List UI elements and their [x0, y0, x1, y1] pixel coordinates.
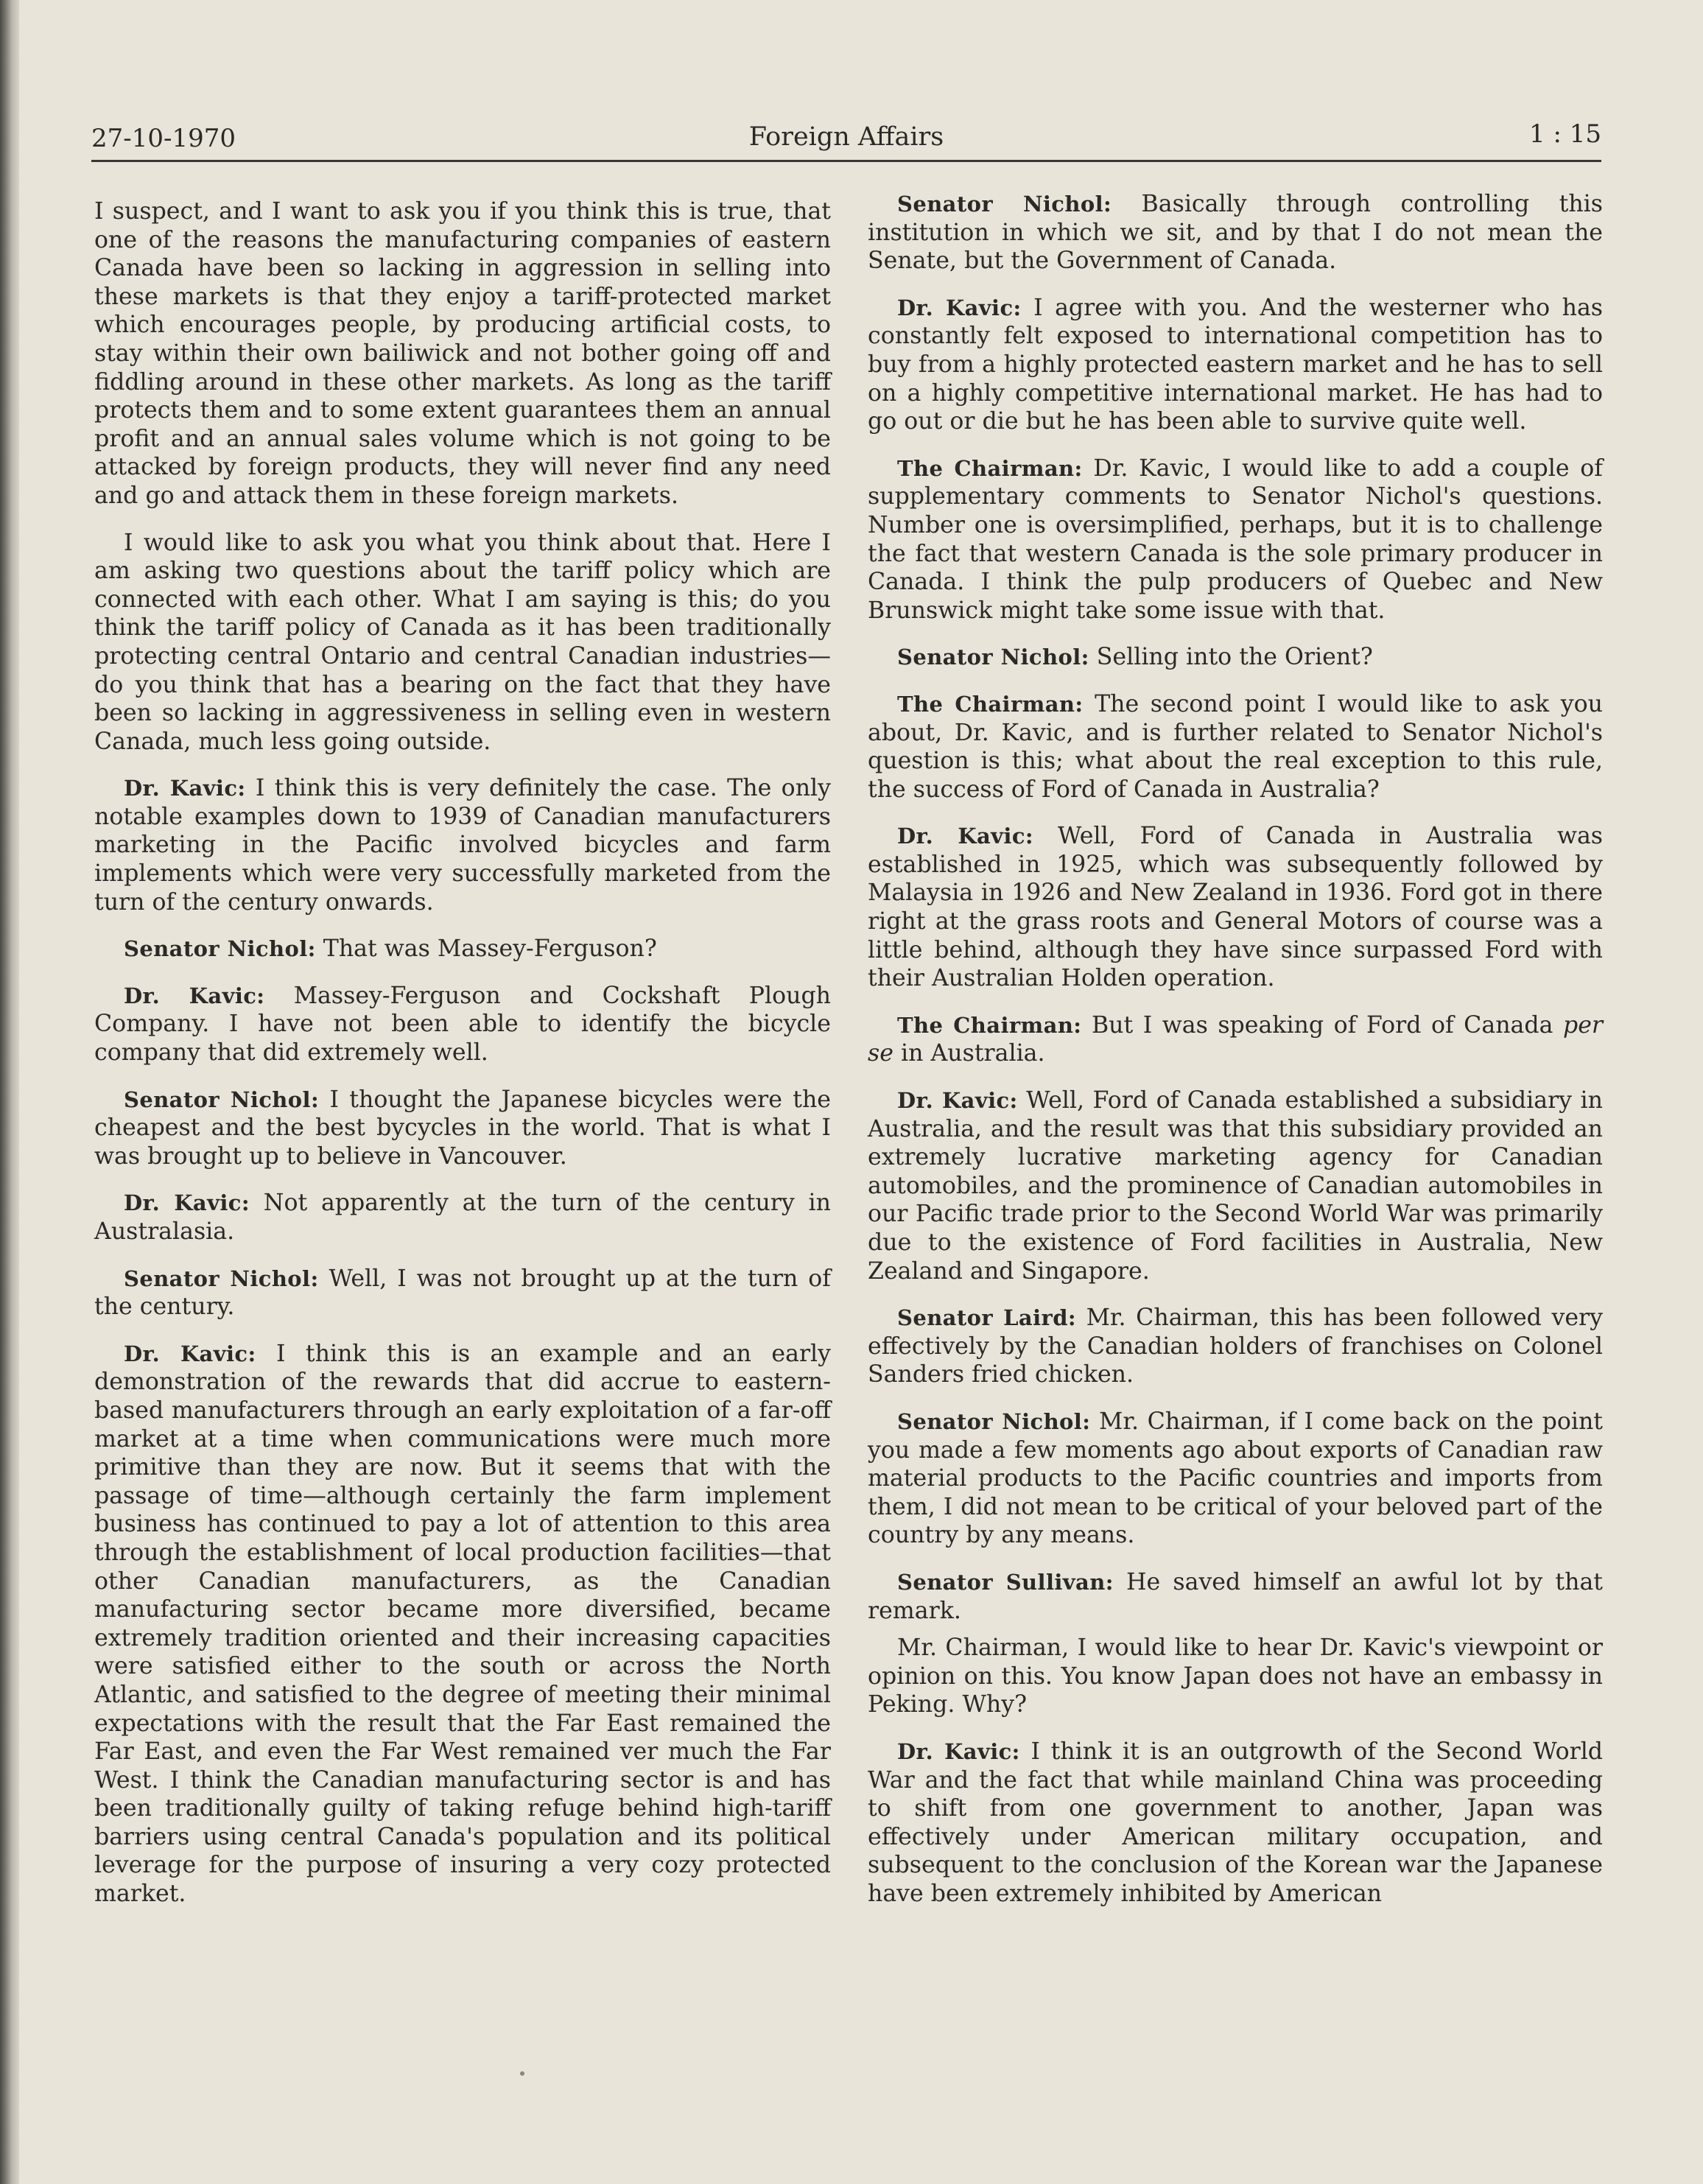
speech	[94, 1265, 831, 1321]
speaker-name: Senator Laird:	[897, 1305, 1076, 1331]
speech	[868, 690, 1603, 804]
speaker-name: Senator Nichol:	[124, 1265, 319, 1291]
book-binding	[0, 0, 19, 2184]
speaker-name: Senator Nichol:	[897, 1408, 1091, 1434]
speech	[868, 454, 1603, 625]
speaker-name: Senator Nichol:	[897, 192, 1112, 217]
header-title: Foreign Affairs	[748, 122, 944, 152]
speaker-name: Dr. Kavic:	[124, 983, 265, 1008]
left-column	[94, 197, 831, 1927]
speech	[94, 982, 831, 1067]
running-header	[91, 116, 1601, 162]
speech-text: The second point I would like to ask you about, Dr. Kavic, and is further related to Senator Nichol's question is this; what about the real exception to this rule, the success of Ford of Canada in Australia?	[868, 690, 1603, 803]
speaker-name: Dr. Kavic:	[897, 1738, 1020, 1764]
paragraph: Mr. Chairman, I would like to hear Dr. Kavic's viewpoint or opinion on this. You know Japan does not have an embassy in Peking. Why?	[868, 1635, 1603, 1718]
speech	[868, 190, 1603, 275]
speaker-name: The Chairman:	[897, 455, 1083, 481]
speech-text: Selling into the Orient?	[1096, 644, 1373, 671]
speech	[94, 935, 831, 963]
speech-text-part: But I was speaking of Ford of Canada	[1091, 1011, 1553, 1039]
speech-text: Dr. Kavic, I would like to add a couple of supplementary comments to Senator Nichol's questions. Number one is oversimplified, perhaps, but it is to challenge the fact that western Canada is the sole primary producer in Canada. I think the pulp producers of Quebec and New Brunswick might take some issue with that.	[868, 454, 1603, 624]
speaker-name: Dr. Kavic:	[897, 1088, 1018, 1114]
speaker-name: Dr. Kavic:	[897, 295, 1022, 320]
speech-text: Well, Ford of Canada in Australia was established in 1925, which was subsequently followed by Malaysia in 1926 and New Zealand in 1936. Ford got in there right at the grass roots and General Motors of course was a little behind, although they have since surpassed Ford with their Australian Holden operation.	[868, 823, 1604, 992]
speech-text: Not apparently at the turn of the century in Australasia.	[94, 1190, 832, 1245]
speaker-name: Dr. Kavic:	[124, 776, 246, 801]
speech-text: Mr. Chairman, this has been followed very effectively by the Canadian holders of franchises on Colonel Sanders fried chicken.	[868, 1305, 1603, 1388]
speech	[868, 1408, 1603, 1550]
speech	[94, 1189, 831, 1246]
speech	[868, 1738, 1603, 1909]
header-rule	[91, 160, 1601, 162]
speaker-name: Senator Nichol:	[124, 1086, 320, 1112]
speaker-name: The Chairman:	[897, 1012, 1082, 1038]
speaker-name: Senator Sullivan:	[897, 1569, 1114, 1595]
speech-text: Massey-Ferguson and Cockshaft Plough Company. I have not been able to identify the bicycle company that did extremely well.	[94, 982, 832, 1067]
paragraph: I suspect, and I want to ask you if you think this is true, that one of the reasons the manufacturing companies of eastern Canada have been so lacking in aggression in selling into these markets is that they enjoy a tariff-protected market which encourages people, by producing artificial costs, to stay within their own bailiwick and not bother going off and fiddling around in these other markets. As long as the tariff protects them and to some extent guarantees them an annual profit and an annual sales volume which is not going to be attacked by foreign products, they will never find any need and go and attack them in these foreign markets.	[94, 198, 831, 509]
speech-text: I think this is very definitely the case. The only notable examples down to 1939 of Canadian manufacturers marketing in the Pacific involved bicycles and farm implements which were very successfully marketed from the turn of the century onwards.	[94, 775, 831, 916]
speech-text: Well, I was not brought up at the turn of the century.	[94, 1265, 831, 1321]
speech	[868, 1568, 1603, 1625]
speech-text: Well, Ford of Canada established a subsidiary in Australia, and the result was that this subsidiary provided an extremely lucrative marketing agency for Canadian automobiles, and the prominence of Canadian automobiles in our Pacific trade prior to the Second World War was primarily due to the existence of Ford facilities in Australia, New Zealand and Singapore.	[868, 1087, 1603, 1285]
speech-text: Mr. Chairman, if I come back on the point you made a few moments ago about exports of Canadian raw material products to the Pacific countries and imports from them, I did not mean to be critical of your beloved part of the country by any means.	[868, 1408, 1604, 1549]
paragraph: I would like to ask you what you think about that. Here I am asking two questions about the tariff policy which are connected with each other. What I am saying is this; do you think the tariff policy of Canada as it has been traditionally protecting central Ontario and central Canadian industries—do you think that has a bearing on the fact that they have been so lacking in aggressiveness in selling even in western Canada, much less going outside.	[94, 529, 831, 755]
speaker-name: Senator Nichol:	[897, 645, 1089, 670]
page-speck	[520, 2071, 524, 2076]
speech	[868, 1011, 1603, 1068]
speech	[94, 1086, 831, 1171]
speaker-name: The Chairman:	[897, 691, 1084, 717]
speaker-name: Senator Nichol:	[124, 936, 316, 962]
page-number: 1 : 15	[1529, 119, 1601, 149]
speech-text: That was Massey-Ferguson?	[323, 935, 657, 963]
speaker-name: Dr. Kavic:	[897, 824, 1034, 849]
speech-text: I think it is an outgrowth of the Second World War and the fact that while mainland China was proceeding to shift from one government to another, Japan was effectively under American military occupation, and subsequent to the conclusion of the Korean war the Japanese have been extremely inhibited by American	[868, 1738, 1604, 1907]
speaker-name: Dr. Kavic:	[124, 1341, 256, 1366]
header-date: 27-10-1970	[91, 124, 236, 153]
speech-text: Basically through controlling this institution in which we sit, and by that I do not mean the Senate, but the Government of Canada.	[868, 191, 1604, 275]
speech-text: I thought the Japanese bicycles were the cheapest and the best bycycles in the world. That is what I was brought up to believe in Vancouver.	[94, 1086, 832, 1170]
right-column	[868, 190, 1603, 1926]
speech-text: I think this is an example and an early demonstration of the rewards that did accrue to eastern-based manufacturers through an early exploitation of a far-off market at a time when communications were much more primitive than they are now. But it seems that with the passage of time—although certainly the farm implement business has continued to pay a lot of attention to this area through the establishment of local production facilities—that other Canadian manufacturers, as the Canadian manufacturing sector became more diversified, became extremely tradition oriented and their increasing capacities were satisfied either to the south or across the North Atlantic, and satisfied to the degree of meeting their minimal expectations with the result that the Far East remained the Far East, and even the Far West remained ver much the Far West. I think the Canadian manufacturing sector is and has been traditionally guilty of taking refuge behind high-tariff barriers using central Canada's population and its political leverage for the purpose of insuring a very cozy protected market.	[94, 1340, 831, 1908]
speaker-name: Dr. Kavic:	[124, 1190, 250, 1216]
speech	[868, 822, 1603, 993]
speech	[94, 774, 831, 916]
speech	[868, 1086, 1603, 1285]
speech-text: I agree with you. And the westerner who has constantly felt exposed to international competition has to buy from a highly protected eastern market and he has to sell on a highly competitive international market. He has had to go out or die but he has been able to survive quite well.	[868, 294, 1603, 435]
italic-phrase: per se	[868, 1011, 1603, 1067]
speech	[868, 1304, 1603, 1389]
speech	[94, 1340, 831, 1909]
speech	[868, 294, 1603, 436]
speech-text-part: in Australia.	[900, 1040, 1045, 1067]
speech-text: He saved himself an awful lot by that remark.	[868, 1568, 1603, 1624]
speech	[868, 643, 1603, 672]
